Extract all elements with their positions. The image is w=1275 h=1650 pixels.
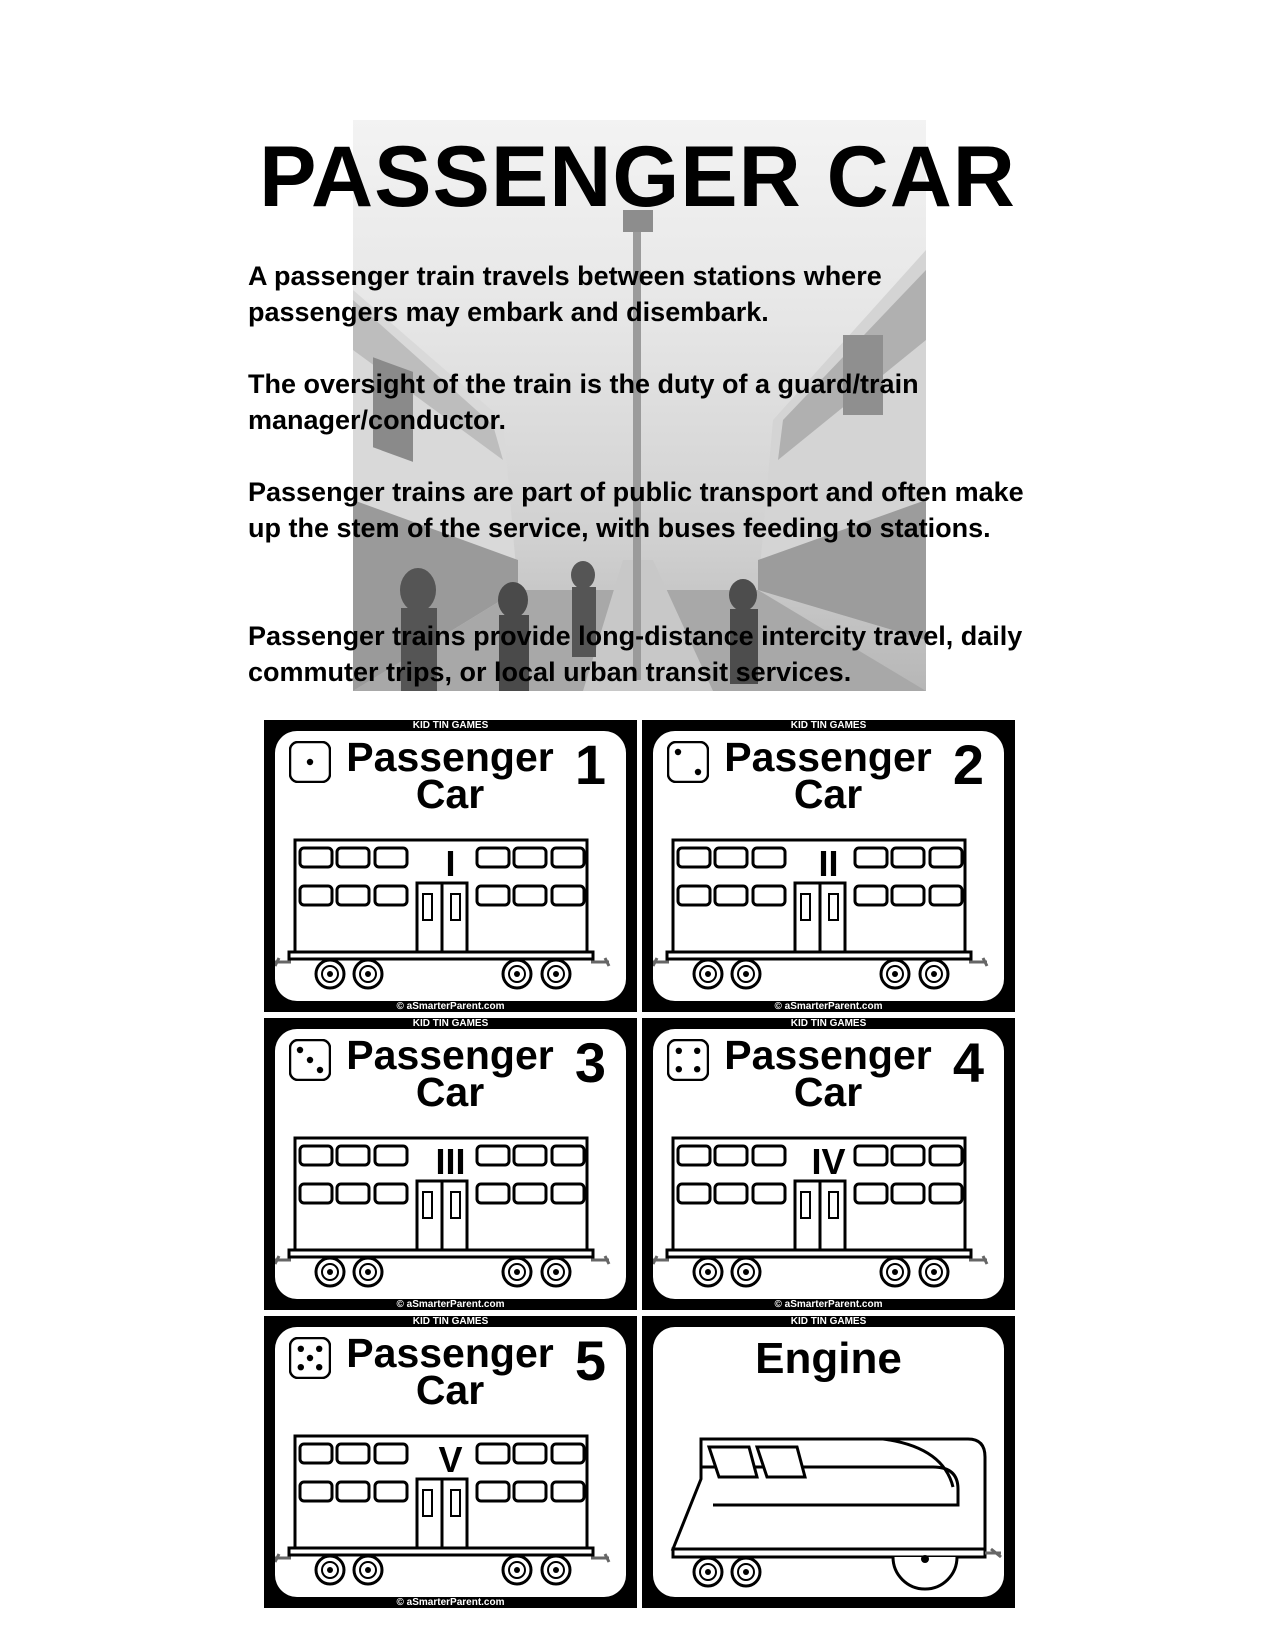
engine-illustration: [653, 1327, 1004, 1597]
roman-numeral: II: [818, 843, 839, 884]
card-face: [275, 1029, 626, 1299]
roman-numeral: V: [438, 1439, 463, 1480]
card-face: [653, 731, 1004, 1001]
brand-bottom: © aSmarterParent.com: [396, 1597, 505, 1608]
card-number: 4: [952, 1031, 984, 1094]
brand-bottom: © aSmarterParent.com: [774, 1299, 883, 1310]
passenger-car-card-3: [264, 1018, 637, 1310]
card-name: Passenger Car: [724, 1032, 932, 1115]
paragraph-4: Passenger trains provide long-distance intercity travel, daily commuter trips, or local urban transit services.: [248, 621, 1023, 687]
card-face: [275, 1327, 626, 1597]
card-name: Passenger Car: [346, 1330, 554, 1413]
passenger-car-card-5: [264, 1316, 637, 1608]
brand-bottom: © aSmarterParent.com: [396, 1299, 505, 1310]
card-number: 1: [574, 733, 606, 796]
brand-top: KID TIN GAMES: [412, 720, 489, 731]
card-face: [653, 1029, 1004, 1299]
brand-top: KID TIN GAMES: [790, 1316, 867, 1327]
roman-numeral: IV: [811, 1141, 846, 1182]
card-number: 2: [952, 733, 984, 796]
brand-top: KID TIN GAMES: [790, 1018, 867, 1029]
paragraph-1: A passenger train travels between stations where passengers may embark and disembark.: [248, 261, 882, 327]
passenger-car-card-1: [264, 720, 637, 1012]
card-number: 3: [574, 1031, 606, 1094]
brand-top: KID TIN GAMES: [412, 1018, 489, 1029]
brand-top: KID TIN GAMES: [790, 720, 867, 731]
page-title: PASSENGER CAR: [259, 129, 1016, 225]
card-name: Passenger Car: [724, 734, 932, 817]
card-name: Passenger Car: [346, 1032, 554, 1115]
passenger-car-card-2: [642, 720, 1015, 1012]
card-face: [653, 1327, 1004, 1597]
roman-numeral: III: [435, 1141, 466, 1182]
brand-bottom: © aSmarterParent.com: [774, 1001, 883, 1012]
paragraph-2: The oversight of the train is the duty of a guard/train manager/conductor.: [248, 369, 919, 435]
engine-card: [642, 1316, 1015, 1608]
roman-numeral: I: [445, 843, 456, 884]
card-face: [275, 731, 626, 1001]
passenger-car-card-4: [642, 1018, 1015, 1310]
card-name: Passenger Car: [346, 734, 554, 817]
card-number: 5: [574, 1329, 606, 1392]
brand-top: KID TIN GAMES: [412, 1316, 489, 1327]
engine-title: Engine: [755, 1334, 902, 1383]
brand-bottom: © aSmarterParent.com: [396, 1001, 505, 1012]
paragraph-3: Passenger trains are part of public transport and often make up the stem of the service, with buses feeding to stations.: [248, 477, 1024, 543]
